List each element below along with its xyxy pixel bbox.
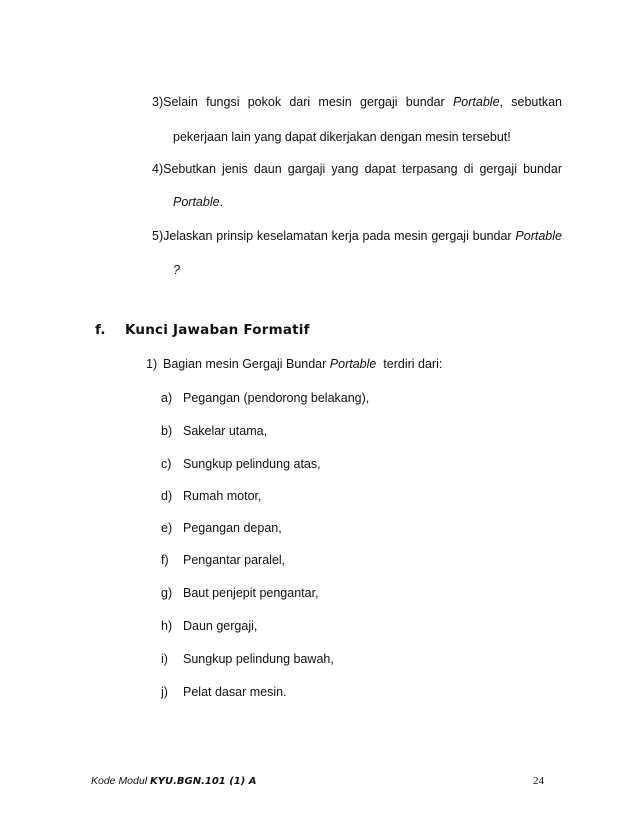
list-marker: e) [161, 521, 173, 535]
question-text: Sebutkan jenis daun gargaji yang dapat terpasang di gergaji bundar [163, 162, 562, 176]
list-marker: a) [161, 391, 173, 405]
module-code: KYU.BGN.101 (1) A [149, 776, 257, 787]
question-text: . [219, 195, 224, 209]
list-item-text: Pelat dasar mesin. [183, 685, 287, 699]
question-text: , sebutkan [499, 95, 562, 109]
list-item-text: Baut penjepit pengantar, [183, 586, 319, 600]
question-3-line-1 [152, 94, 562, 110]
list-item-text: Sungkup pelindung atas, [183, 457, 321, 471]
italic-term: Portable [173, 195, 220, 209]
italic-term: Portable [515, 229, 562, 243]
question-5-line-1 [152, 228, 562, 244]
question-text: ? [173, 263, 180, 277]
list-item [161, 520, 282, 536]
list-item [161, 456, 321, 472]
list-marker: g) [161, 586, 173, 600]
list-item-text: Rumah motor, [183, 489, 262, 503]
answer-text: terdiri dari: [383, 357, 443, 371]
list-marker: h) [161, 619, 173, 633]
italic-term: Portable [452, 95, 500, 109]
question-4-line-2 [173, 194, 223, 210]
list-item-text: Sungkup pelindung bawah, [183, 652, 334, 666]
question-number: 5) [152, 229, 164, 243]
list-item-text: Pegangan depan, [183, 521, 282, 535]
footer-label: Kode Modul [91, 775, 148, 787]
list-item-text: Pegangan (pendorong belakang), [183, 391, 370, 405]
list-marker: b) [161, 424, 173, 438]
question-text: pekerjaan lain yang dapat dikerjakan dengan mesin tersebut! [173, 130, 511, 144]
list-marker: c) [161, 457, 172, 471]
answer-number: 1) [146, 357, 158, 371]
question-text: Jelaskan prinsip keselamatan kerja pada mesin gergaji bundar [163, 229, 512, 243]
question-number: 4) [152, 162, 164, 176]
list-marker: j) [161, 685, 168, 699]
list-marker: f) [161, 553, 169, 567]
section-heading [95, 322, 310, 338]
list-item [161, 488, 262, 504]
answer-text: Bagian mesin Gergaji Bundar [163, 357, 327, 371]
section-marker: f. [95, 322, 106, 338]
list-item [161, 585, 319, 601]
italic-term: Portable [329, 357, 377, 371]
section-title: Kunci Jawaban Formatif [125, 322, 310, 338]
list-item [161, 651, 334, 667]
list-marker: d) [161, 489, 173, 503]
list-item-text: Daun gergaji, [183, 619, 258, 633]
question-3-line-2 [173, 129, 511, 145]
list-marker: i) [161, 652, 168, 666]
footer-module-code [91, 775, 257, 787]
question-4-line-1 [152, 161, 562, 177]
question-5-line-2 [173, 262, 180, 278]
answer-1-intro [146, 356, 442, 372]
list-item [161, 423, 267, 439]
question-text: Selain fungsi pokok dari mesin gergaji bundar [163, 95, 445, 109]
list-item-text: Sakelar utama, [183, 424, 268, 438]
list-item [161, 390, 369, 406]
page-number: 24 [533, 775, 544, 787]
question-number: 3) [152, 95, 164, 109]
list-item [161, 684, 287, 700]
list-item [161, 552, 285, 568]
list-item-text: Pengantar paralel, [183, 553, 286, 567]
list-item [161, 618, 257, 634]
